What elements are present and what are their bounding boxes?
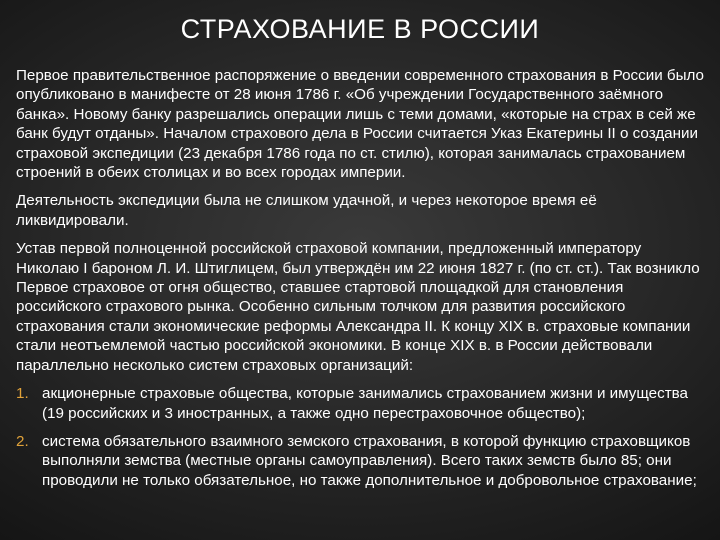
paragraph-expedition-liquidation: Деятельность экспедиции была не слишком удачной, и через некоторое время её ликвидировали. [16,192,597,229]
list-item-text: акционерные страховые общества, которые занимались страхованием жизни и имущества (19 российских и 3 иностранных, а также одно перестраховочное общество); [42,385,689,422]
slide-body [16,66,706,499]
slide-title: СТРАХОВАНИЕ В РОССИИ [180,14,540,44]
paragraph-first-insurance-company: Устав первой полноценной российской страховой компании, предложенный императору Николаю I бароном Л. И. Штиглицем, был утверждён им 22 июня 1827 г. (по ст. ст.). Так возникло Первое страховое от огня общество, ставшее стартовой площадкой для становления российского страхового рынка. Особенно сильным толчком для развития российского страхования стали экономические реформы Александра II. К концу XIX в. страховые компании стали неотъемлемой частью российской экономики. В конце XIX в. в России действовали параллельно несколько систем страховых организаций: [16,240,700,374]
list-marker: 2. [16,432,29,450]
insurance-systems-list [16,384,706,490]
list-item-text: система обязательного взаимного земского страхования, в которой функцию страховщиков выполняли земства (местные органы самоуправления). Всего таких земств было 85; они проводили не только обязательное, но также дополнительное и добровольное страхование; [42,432,697,489]
paragraph-first-insurance-order: Первое правительственное распоряжение о введении современного страхования в России было опубликовано в манифесте от 28 июня 1786 г. «Об учреждении Государственного заёмного банка». Новому банку разрешались операции лишь с теми домами, «которые на страх в сей же банк будут отданы». Началом страхового дела в России считается Указ Екатерины II о создании страховой экспедиции (23 декабря 1786 года по ст. стилю), которая занималась страхованием строений в обеих столицах и во всех городах империи. [16,67,704,182]
list-item [16,384,706,423]
list-item [16,432,706,490]
list-marker: 1. [16,385,29,403]
